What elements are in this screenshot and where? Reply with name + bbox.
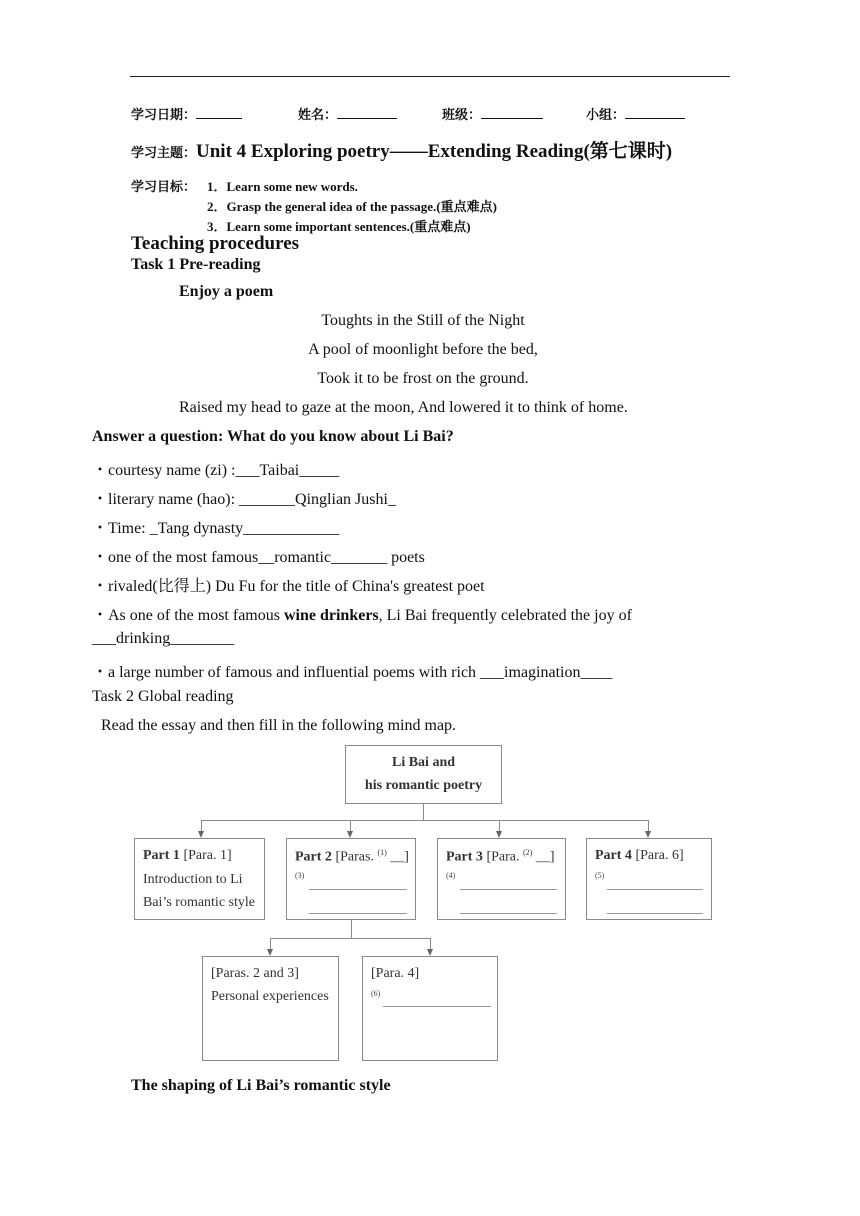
task1-title: Task 1 Pre-reading [131, 256, 261, 273]
blank-number: (2) [522, 848, 533, 857]
poem-line: A pool of moonlight before the bed, [308, 341, 538, 358]
group-blank[interactable] [625, 106, 685, 119]
question-title: Answer a question: What do you know about Li Bai? [92, 428, 454, 445]
group-field [586, 104, 685, 123]
answer-blank[interactable] [607, 889, 703, 890]
part2-blank[interactable]: __] [386, 849, 409, 865]
arrow-down-icon [645, 831, 651, 838]
topic-label: 学习主题： [131, 146, 197, 161]
answer-blank[interactable] [309, 889, 407, 890]
answer-blank[interactable] [309, 913, 407, 914]
answer-blank[interactable] [383, 1006, 491, 1007]
mind-map-part4 [586, 838, 712, 920]
objective-item: 3．Learn some important sentences.(重点难点) [207, 219, 471, 234]
fact-bullet: ・courtesy name (zi) :___Taibai_____ [92, 462, 340, 479]
root-text: Li Bai and [391, 755, 456, 770]
section-heading: The shaping of Li Bai’s romantic style [131, 1077, 391, 1094]
blank-number: (1) [377, 848, 387, 857]
name-field [298, 104, 397, 123]
part3-heading [446, 848, 554, 866]
class-field [442, 104, 543, 123]
objectives-label: 学习目标： [131, 180, 197, 195]
group-label: 小组： [586, 108, 626, 123]
part2-label: Part 2 [295, 849, 332, 865]
bullet-bold-text: wine drinkers [283, 607, 379, 624]
teaching-procedures-heading: Teaching procedures [131, 233, 300, 254]
part4-para: [Para. 6] [631, 848, 684, 863]
part2-para: [Paras. [331, 849, 378, 865]
answer-blank[interactable] [460, 913, 557, 914]
arrow-down-icon [267, 949, 273, 956]
answer-blank[interactable] [607, 913, 703, 914]
task2-instruction: Read the essay and then fill in the following mind map. [101, 717, 457, 734]
blank-number: (6) [371, 989, 381, 998]
class-blank[interactable] [481, 106, 543, 119]
top-rule [130, 76, 730, 77]
part3-blank[interactable]: __] [532, 849, 555, 865]
part1-text: Introduction to Li [143, 872, 243, 887]
blank-number: (5) [595, 871, 605, 880]
task2-title: Task 2 Global reading [92, 688, 234, 705]
child-heading: [Para. 4] [371, 966, 420, 981]
name-label: 姓名： [298, 108, 338, 123]
fact-bullet: ・rivaled(比得上) Du Fu for the title of China's greatest poet [92, 578, 485, 595]
mind-map-part1 [134, 838, 265, 920]
mind-map-part3 [437, 838, 566, 920]
connector [201, 820, 649, 821]
connector [423, 804, 424, 820]
blank-number: (3) [295, 871, 305, 880]
mind-map-child-para4 [362, 956, 498, 1061]
name-blank[interactable] [337, 106, 397, 119]
blank-number: (4) [446, 871, 456, 880]
root-text: his romantic poetry [364, 778, 483, 793]
poem-line: Took it to be frost on the ground. [317, 370, 529, 387]
objective-item: 2．Grasp the general idea of the passage.(重点难点) [207, 199, 497, 214]
part1-para: [Para. 1] [179, 848, 232, 863]
connector [351, 920, 352, 938]
part4-heading [595, 848, 684, 864]
fact-bullet-continuation: ___drinking________ [92, 630, 235, 647]
mind-map-part2 [286, 838, 416, 920]
arrow-down-icon [198, 831, 204, 838]
child-heading: [Paras. 2 and 3] [211, 966, 299, 981]
connector [270, 938, 431, 939]
part1-text: Bai’s romantic style [143, 895, 255, 910]
part3-para: [Para. [482, 849, 523, 865]
fact-bullet: ・one of the most famous__romantic_______ poets [92, 549, 425, 566]
topic-row [131, 136, 672, 163]
poem-title: Toughts in the Still of the Night [321, 312, 525, 329]
task1-subtitle: Enjoy a poem [179, 283, 274, 300]
arrow-down-icon [496, 831, 502, 838]
fact-bullet [92, 602, 632, 625]
class-label: 班级： [442, 108, 482, 123]
mind-map-child-personal [202, 956, 339, 1061]
fact-bullet: ・Time: _Tang dynasty____________ [92, 520, 340, 537]
objective-item: 1．Learn some new words. [207, 179, 358, 194]
part4-label: Part 4 [595, 848, 632, 863]
fact-bullet: ・literary name (hao): _______Qinglian Jushi_ [92, 491, 396, 508]
answer-blank[interactable] [460, 889, 557, 890]
date-label: 学习日期： [131, 108, 197, 123]
poem-line: Raised my head to gaze at the moon, And lowered it to think of home. [179, 399, 628, 416]
fact-bullet: ・a large number of famous and influential poems with rich ___imagination____ [92, 664, 613, 681]
mind-map-root [345, 745, 502, 804]
arrow-down-icon [347, 831, 353, 838]
topic-title: Unit 4 Exploring poetry——Extending Reading(第七课时) [196, 141, 673, 162]
bullet-text: ・As one of the most famous [92, 607, 284, 624]
part1-label: Part 1 [143, 848, 180, 863]
part3-label: Part 3 [446, 849, 483, 865]
date-blank[interactable] [196, 106, 242, 119]
bullet-text: , Li Bai frequently celebrated the joy of [378, 607, 632, 624]
date-field [131, 104, 242, 123]
arrow-down-icon [427, 949, 433, 956]
part1-heading [143, 848, 232, 864]
part2-heading [295, 848, 409, 866]
child-text: Personal experiences [211, 989, 329, 1004]
